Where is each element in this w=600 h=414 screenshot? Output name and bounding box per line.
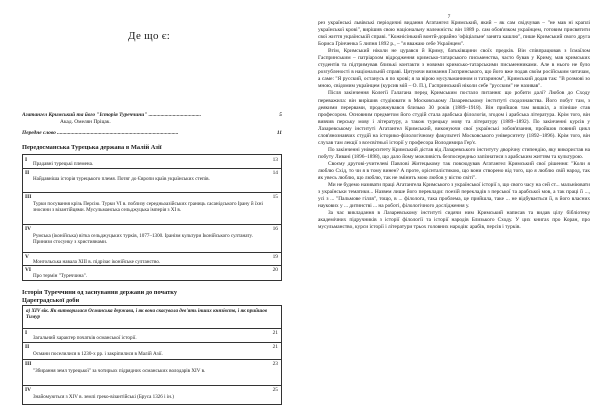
row-text: Румська (іконійська) вітка сельджуцьких турків, 1077–1300. Іранізм культури Іконійського султанату. Принизи стосунку з християнами. [33,233,253,246]
row-page: 21 [272,344,278,350]
row-roman: I [25,330,28,336]
paragraph: Ми не будемо називати праці Агатангела Кримського з української історії з, що свого часу на сей ст... мальніювати з українськи тематики... Назвем лише його переклади: поезій перекладів з перської та арабської мов, а так праці її ..., усі з ... "Пальмове гілля", тощо, в ... філолога, така проблема, це прийшла, таке ... не відбувається її, в його власних наукових у ... дитинстві ... на роботі, філологічного дослідження у. [318,182,590,210]
row-roman: II [25,170,30,176]
left-page [0,0,296,414]
toc-entry-text: Передне слово .......................................................................................... [22,130,179,136]
row-roman: III [25,194,32,200]
paragraph: рез українські львівські періодичні видання Агатангел Кримський, який – як сам свідчував – "не мав ні краплі української крові", вирішив свою національну належність: він 1889 р. сам обов'язком українцем, готовим присвятити свої життя українській справі. "Кожнісінький вонтй-дорайно 'офіціальне' занята кашлю", пише Кримський свого друга Борисa Грінченка 5 липня 1892 р., – "я вважаю себе Українцем". [318,20,590,48]
row-page: 15 [272,194,278,200]
row-roman: VI [25,267,31,273]
row-page: 19 [272,254,278,260]
row-page: 21 [272,330,278,336]
paragraph: Після закінчення Колегії Галагана перед Кримським постало питання: що робити далі? Любов до Сходу переважила: він вирішив студіювати в Московському Лазаревському інституті сходознавства. Його побут там, з деякими перервами, продовжувався близько 30 років (1889–1918). Він прийшов там вишкіл, а пізніше став професором. Основним предметом його студій стала арабська філологія, згодом і арабська література. Крім того, він вивчив перську мову і літературу, а також турецьку мову та літературу (1889–1892). По закінченні курсів у Лазаревському інституті Агатангел Кримський, виконуючи свої українські зобов'язання, пройшов повний цикл слов'янознавчих студій на історико-філологічному факультеті Московського університету (1892–1896). Крім того, він слухав там лекції з всесвітньої історії у професора Володимира Гер'є. [318,90,590,146]
paragraph: Втім, Кримський ніколи не цурався й Криму, батьківщини своїх предків. Він співпрацював з Ісмаїлом Гаспринським – патріархом відродження кримсько-татарського письменства, часто бував у Криму, мав кримських студентів та підтримував близькі контакти з новими кримсько-татарськими письменниками. Але в нього не було розгубленості в національній справі. Цитуючи визнання Гаспринського, що його вже подав своїм російським читачам, а саме: "Я русский, останусь я по крові; я за вірою мусульманином и татарином", Кримський додав так: "В розмові зо мною, свідомим українцем (курсив мій – О. П.), Гаспринський ніколи себе "русским" не називав". [318,48,590,90]
row-text: Знайомуються з XIV в. землі греко-візантійські (Бруса 1326 і ін.) [33,394,174,400]
toc-box-section1 [22,154,282,281]
section-title-pre-ottoman: Передосманська Турецька держава в Малій Азії [22,144,162,151]
row-page: 14 [272,170,278,176]
toc-entry-author [60,119,282,125]
toc-entry-text: Агатангел Кримський та його "Історія Туреччини" ....................................... [22,112,202,118]
row-text: Турки посування крізь Персію. Турки VI в. поблизу середньоазійських границь сасанідського Ірану й їхні зносини з візантійцями. Мусульманська сельджуцька імперія з XI в. [33,201,263,214]
row-text: Найдавніша історія турецького племя. Потяг до Європи країв українських степів. [33,176,210,182]
row-page: 20 [272,267,278,273]
row-text: Прадавні турецькі племена. [33,161,94,167]
row-roman: III [25,361,32,367]
toc-heading: Де що є: [128,30,171,42]
body-text [318,20,590,231]
row-roman: II [25,344,30,350]
row-text: Монгольська навала XIII в. підрізає іконійське султанство. [33,259,161,265]
page-number: 7 [447,14,451,20]
paragraph: Своєму другові-учителеві Павлові Житецькому так повсюдував Агатангел Кримський свої рішення: "Коли я люблю Схід, то чи я в тому винен? А проте, оріснталістикою, що вони створено від того, що я люблю свій народ, так як увесь люблю, що люблю, так не змінить мою любов у вістю світі". [318,160,590,182]
paragraph: По закінченні університету Кримський дістав від Лазаревського інституту дворічну стипендію, яку використав на побуту Ливані (1896–1898), що дало йому можливість безпосередньо запізнатися з арабським життям та культурою. [318,146,590,160]
row-text: Про термін "Туреччина". [33,273,87,279]
row-page: 23 [272,361,278,367]
toc-entry-foreword [22,130,282,136]
section-title-ottoman-history: Історія Туреччини од заснування держави до початку Цареградської доби [22,289,178,304]
row-page: 16 [272,226,278,232]
toc-entry-page: 11 [276,130,282,136]
toc-entry-intro [22,112,282,118]
row-roman: I [25,157,28,163]
row-roman: IV [25,226,31,232]
toc-entry-page: 5 [279,112,282,118]
row-roman: IV [25,387,31,393]
row-text: "Збирання земл турецької" за чотирьох підрядних османських володарів XIV в. [33,368,206,374]
paragraph: За час викладання в Лазаревському інституті сидячи ним Кримський написав та видав цілу бібліотеку академічних підручників з історії філології та історії народів Близького Сходу. У цих книгах про Коран, про мусульманство, курси історії і літератури трьох головних народів: арабів, персів і турків. [318,210,590,231]
row-roman: V [25,254,29,260]
row-text: Загальний характер початків османської історії. [33,335,137,341]
row-text: Османи поселилися в 1230-х рр. і закріпилися в Малій Азії. [33,351,163,357]
row-page: 13 [272,157,278,163]
subsection-title: а) XIV вік. Як витворилася Османська держава, і як вона скасувала дев'ять інших князівств, і як прийшов Тимур [26,308,268,321]
toc-box-section2 [22,305,282,405]
right-page [304,0,594,414]
toc-entry-text: Акад. Омелян Пріцак. [60,119,111,125]
row-page: 25 [272,387,278,393]
